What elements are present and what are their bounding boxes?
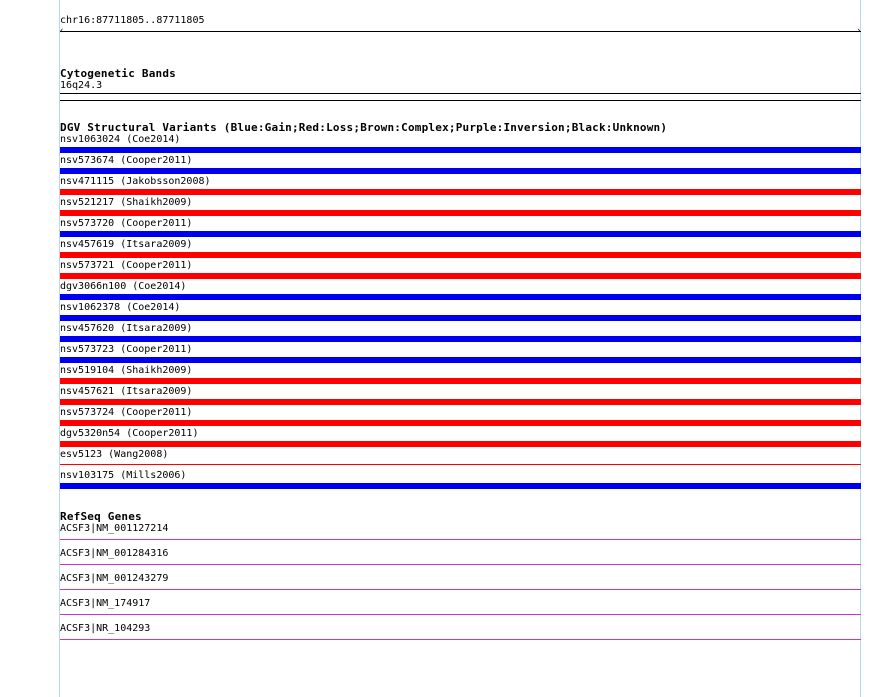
refseq-gene-line[interactable] bbox=[60, 614, 861, 615]
refseq-gene-label[interactable]: ACSF3|NM_001284316 bbox=[60, 548, 169, 559]
refseq-gene-label[interactable]: ACSF3|NM_001127214 bbox=[60, 523, 169, 534]
dgv-variant-label[interactable]: nsv1062378 (Coe2014) bbox=[60, 302, 181, 313]
dgv-variant-label[interactable]: nsv471115 (Jakobsson2008) bbox=[60, 176, 211, 187]
refseq-gene-line[interactable] bbox=[60, 564, 861, 565]
cytoband-label: 16q24.3 bbox=[60, 80, 103, 91]
dgv-variant-label[interactable]: nsv573720 (Cooper2011) bbox=[60, 218, 193, 229]
dgv-variant-label[interactable]: nsv521217 (Shaikh2009) bbox=[60, 197, 193, 208]
dgv-variant-label[interactable]: nsv103175 (Mills2006) bbox=[60, 470, 187, 481]
cytobands-title: Cytogenetic Bands bbox=[60, 67, 176, 80]
dgv-variant-label[interactable]: dgv5320n54 (Cooper2011) bbox=[60, 428, 199, 439]
refseq-track-title: RefSeq Genes bbox=[60, 510, 142, 523]
dgv-variant-label[interactable]: nsv1063024 (Coe2014) bbox=[60, 134, 181, 145]
ruler-right-arrow-icon: › bbox=[856, 26, 862, 36]
refseq-gene-label[interactable]: ACSF3|NM_001243279 bbox=[60, 573, 169, 584]
location-label: chr16:87711805..87711805 bbox=[60, 15, 205, 26]
dgv-variant-label[interactable]: esv5123 (Wang2008) bbox=[60, 449, 169, 460]
refseq-gene-label[interactable]: ACSF3|NM_174917 bbox=[60, 598, 151, 609]
dgv-variant-label[interactable]: nsv519104 (Shaikh2009) bbox=[60, 365, 193, 376]
refseq-gene-line[interactable] bbox=[60, 539, 861, 540]
refseq-gene-line[interactable] bbox=[60, 589, 861, 590]
refseq-gene-line[interactable] bbox=[60, 639, 861, 640]
dgv-variant-label[interactable]: nsv573674 (Cooper2011) bbox=[60, 155, 193, 166]
dgv-variant-label[interactable]: dgv3066n100 (Coe2014) bbox=[60, 281, 187, 292]
dgv-track-title: DGV Structural Variants (Blue:Gain;Red:Loss;Brown:Complex;Purple:Inversion;Black:Unknown) bbox=[60, 121, 668, 134]
dgv-variant-label[interactable]: nsv573721 (Cooper2011) bbox=[60, 260, 193, 271]
dgv-variant-label[interactable]: nsv457619 (Itsara2009) bbox=[60, 239, 193, 250]
dgv-variant-label[interactable]: nsv573724 (Cooper2011) bbox=[60, 407, 193, 418]
refseq-gene-label[interactable]: ACSF3|NR_104293 bbox=[60, 623, 151, 634]
dgv-variant-label[interactable]: nsv573723 (Cooper2011) bbox=[60, 344, 193, 355]
dgv-variant-label[interactable]: nsv457621 (Itsara2009) bbox=[60, 386, 193, 397]
dgv-variant-label[interactable]: nsv457620 (Itsara2009) bbox=[60, 323, 193, 334]
